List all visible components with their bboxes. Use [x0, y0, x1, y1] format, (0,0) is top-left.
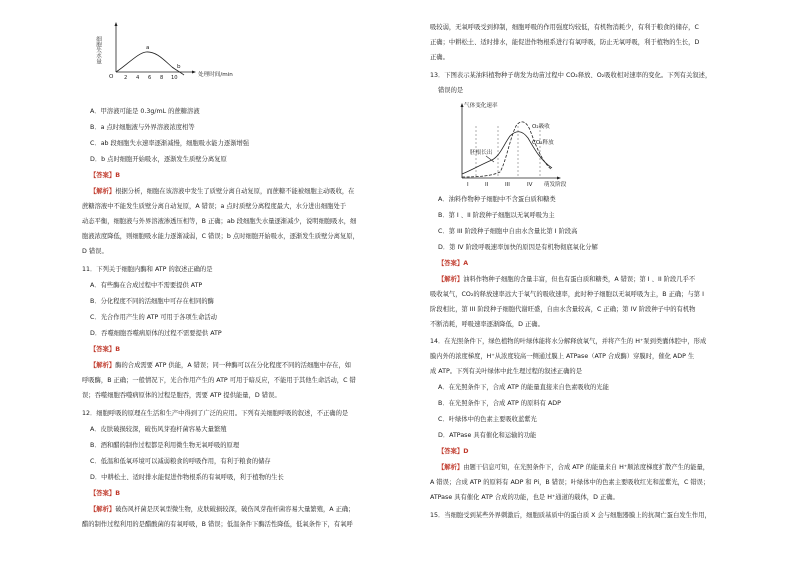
q12-explain-line: 醋的制作过程利用的是醋酸菌的有氧呼吸，B 错误；低温条件下酶活性降低，低氧条件下，有氧呼	[82, 521, 353, 528]
stage-label: IV	[527, 182, 533, 188]
chart-xlabel: 处理时间/min	[198, 72, 233, 78]
q12-stem: 12．细胞呼吸的原理在生活和生产中得到了广泛的应用。下列有关细胞呼吸的叙述，不正确的是	[82, 410, 349, 417]
chart-x-ticks	[124, 75, 178, 81]
q12-explain-cont: 正确；中耕松土、适时排水，能促进作物根系进行有氧呼吸，防止无氧呼吸，利于植物的生长，D	[430, 39, 700, 46]
q14-stem: 膜内外的浓度梯度，H⁺从浓度较高一侧通过膜上 ATPase（ATP 合成酶）穿膜时，催化 ADP 生	[430, 353, 695, 360]
water-loss-chart	[94, 20, 264, 82]
q12-explain-line: 【解析】破伤风杆菌是厌氧型微生物，皮肤破损较深，破伤风芽孢杆菌容易大量繁殖，A 正确；	[90, 506, 355, 513]
q10-explain-line: 胞液浓度降低，则细胞吸水能力逐渐减弱，C 错误；b 点时细胞开始吸水，逐渐发生质壁分离复原，	[82, 233, 359, 240]
q14-stem: 成 ATP。下列有关叶绿体中此生理过程的叙述正确的是	[430, 368, 582, 375]
x-tick: 4	[136, 75, 140, 81]
chart-xlabel: 萌发阶段	[544, 182, 567, 188]
explain-tag: 【解析】	[90, 506, 116, 513]
q15-stem: 15．当细胞受到某些外界刺激后，细胞质基质中的蛋白质 X 会与细胞器膜上的抗凋亡蛋白发生作用，	[430, 512, 711, 519]
x-tick: 10	[171, 75, 178, 81]
q12-option-a: A．皮肤破损较深，破伤风芽孢杆菌容易大量繁殖	[90, 426, 227, 433]
q13-option-c: C．第 III 阶段种子细胞中自由水含量比第 I 阶段高	[438, 228, 578, 235]
explain-tag: 【解析】	[438, 464, 464, 471]
gas-exchange-chart	[440, 98, 610, 190]
q11-option-b: B．分化程度不同的活细胞中可存在相同的酶	[90, 298, 214, 305]
q14-answer: 【答案】D	[438, 448, 469, 455]
chart-ylabel: 细胞失水量	[95, 36, 101, 64]
q14-explain-line: A 错误；合成 ATP 的原料有 ADP 和 Pi，B 错误；叶绿体中的色素主要吸收红光和蓝紫光，C 错误；	[430, 479, 710, 486]
stage-labels	[467, 182, 533, 188]
x-tick: 6	[148, 75, 152, 81]
q10-option-d: D．b 点时细胞开始吸水，逐渐发生质壁分离复原	[90, 156, 227, 163]
x-tick: 8	[160, 75, 164, 81]
stage-label: III	[505, 182, 510, 188]
label-o2: O₂吸收	[532, 124, 550, 130]
q10-explain-line: D 错误。	[82, 248, 108, 255]
q13-stem: 13．下图表示某油料植物种子萌发为幼苗过程中 CO₂释放、O₂吸收相对速率的变化。下列有关叙述，	[430, 72, 712, 79]
q10-option-a: A．甲溶液可能是 0.3g/mL 的蔗糖溶液	[90, 108, 200, 115]
q12-option-d: D．中耕松土、适时排水能促进作物根系的有氧呼吸，利于植物的生长	[90, 474, 284, 481]
q14-option-d: D．ATPase 具有催化和运输的功能	[438, 432, 537, 439]
q13-option-b: B．第 I 、II 阶段种子细胞以无氧呼吸为主	[438, 212, 555, 219]
q14-option-b: B．在光照条件下，合成 ATP 的原料有 ADP	[438, 400, 561, 407]
chart-ylabel: 气体变化速率	[464, 103, 498, 109]
q12-option-c: C．低温和低氧环境可以减弱粮食的呼吸作用，有利于粮食的储存	[90, 458, 271, 465]
q10-explain-line: 蔗糖溶液中不能发生质壁分离自动复原，A 错误；a 点时质壁分离程度最大，水分进出细胞处于	[82, 203, 347, 210]
q13-explain-line: 不断消耗，呼吸速率逐渐降低，D 正确。	[430, 321, 544, 328]
chart-point-a: a	[146, 45, 150, 51]
q12-explain-cont: 吸较弱，无氧呼吸受到抑制，细胞呼吸的作用强度均较低，有机物消耗少，有利于粮食的储存，C	[430, 24, 699, 31]
q13-option-d: D．第 IV 阶段呼吸速率加快的原因是有机物彻底氧化分解	[438, 244, 598, 251]
q12-option-b: B．酒和醋的制作过程都是利用微生物无氧呼吸的原理	[90, 442, 240, 449]
explain-tag: 【解析】	[90, 188, 116, 195]
x-tick: 2	[124, 75, 128, 81]
q13-answer: 【答案】A	[438, 260, 469, 267]
q14-stem: 14．在光照条件下，绿色植物的叶绿体能将水分解释放氧气，并将产生的 H⁺泵到类囊体腔中，形成	[430, 338, 707, 345]
q11-stem: 11．下列关于细胞内酶和 ATP 的叙述正确的是	[82, 266, 213, 273]
chart-point-b: b	[177, 64, 181, 70]
q12-answer: 【答案】B	[90, 490, 120, 497]
explain-tag: 【解析】	[90, 362, 116, 369]
q13-option-a: A．油料作物种子细胞中不含蛋白质和糖类	[438, 196, 556, 203]
chart-origin: O	[109, 74, 114, 80]
q13-explain-line: 【解析】油料作物种子细胞的含量丰富，但也有蛋白质和糖类，A 错误；第 I 、II 阶段几乎不	[438, 276, 696, 283]
q12-explain-cont: 正确。	[430, 54, 449, 61]
q11-option-d: D．吞噬细胞吞噬病原体的过程不需要提供 ATP	[90, 330, 222, 337]
q11-explain-line: 误；吞噬细胞吞噬病原体的过程是胞吞，需要 ATP 提供能量，D 错误。	[82, 392, 281, 399]
q14-explain-line: ATPase 具有催化 ATP 合成的功能，也是 H⁺通道的载体，D 正确。	[430, 494, 619, 501]
q11-option-c: C．光合作用产生的 ATP 可用于各项生命活动	[90, 314, 217, 321]
q14-option-c: C．叶绿体中的色素主要吸收蓝紫光	[438, 416, 537, 423]
water-loss-curve	[116, 52, 184, 75]
q10-explain-line: 【解析】根据分析，细胞在该溶液中发生了质壁分离自动复原，而蔗糖不能被细胞主动吸收，在	[90, 188, 355, 195]
q10-option-c: C．ab 段细胞失水速率逐渐减慢，细胞吸水能力逐渐增强	[90, 140, 250, 147]
q13-stem-cont: 错误的是	[438, 87, 464, 94]
label-co2: CO₂释放	[532, 140, 554, 146]
q10-explain-line: 动态平衡，细胞液与外界溶液渗透压相等，B 正确；ab 段细胞失水量逐渐减少，说明细胞吸水，细	[82, 218, 357, 225]
explain-tag: 【解析】	[438, 276, 464, 283]
q11-answer: 【答案】B	[90, 346, 120, 353]
q10-answer: 【答案】B	[90, 172, 120, 179]
q11-option-a: A．有些酶在合成过程中不需要提供 ATP	[90, 282, 203, 289]
q13-explain-line: 吸收氧气，CO₂的释放速率远大于氧气的吸收速率，此时种子细胞以无氧呼吸为主，B 正确；与第 I	[430, 291, 704, 298]
q11-explain-line: 【解析】酶的合成需要 ATP 供能，A 错误；同一种酶可以在分化程度不同的活细胞中存在，如	[90, 362, 352, 369]
q14-option-a: A．在光照条件下，合成 ATP 的能量直接来自色素吸收的光能	[438, 384, 609, 391]
q14-explain-line: 【解析】由题干信息可知，在光照条件下，合成 ATP 的能量来自 H⁺顺浓度梯度扩散产生的能量，	[438, 464, 710, 471]
q10-option-b: B．a 点时细胞液与外界溶液浓度相等	[90, 124, 195, 131]
q13-explain-line: 阶段相比，第 III 阶段种子细胞代谢旺盛，自由水含量较高，C 正确；第 IV 阶段种子中的有机物	[430, 306, 696, 313]
label-root: 胚根长出	[470, 150, 493, 156]
stage-label: II	[485, 182, 489, 188]
q11-explain-line: 呼吸酶，B 正确；一般情况下，光合作用产生的 ATP 可用于暗反应，不能用于其他生命活动，C 错	[82, 377, 356, 384]
stage-label: I	[467, 182, 469, 188]
